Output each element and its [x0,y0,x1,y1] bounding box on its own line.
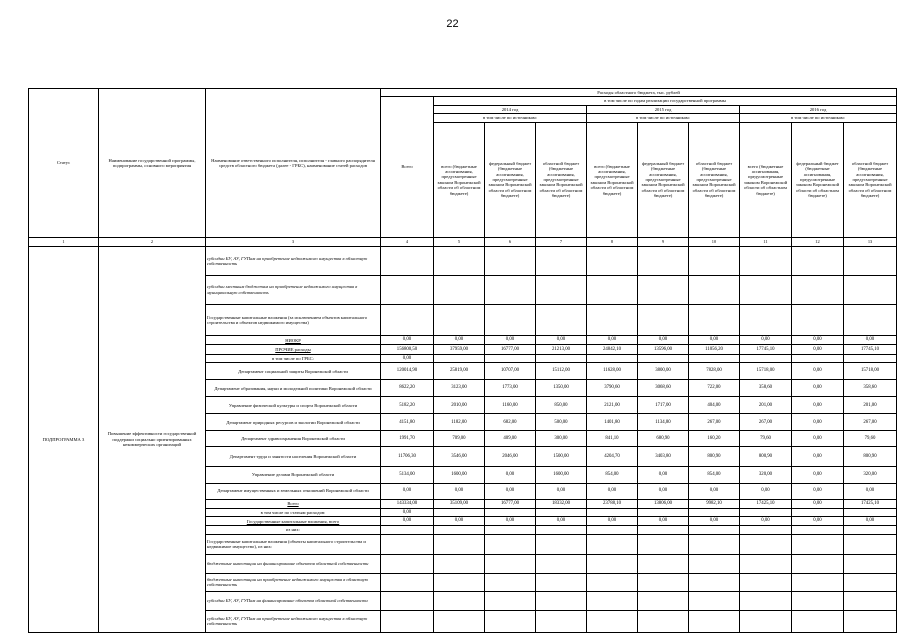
value-cell [434,534,485,555]
row-label: Департамент природных ресурсов и экологии Воронежской области [206,414,381,431]
column-number: 9 [638,237,689,246]
value-cell [844,573,897,591]
col-total-2016: всего (бюджетные ассигнования, предусмотренные законом Воронежской области об областном бюджете) [740,122,792,237]
value-cell: 358,60 [844,380,897,397]
value-cell [638,555,689,573]
value-cell: 201,00 [740,397,792,414]
value-cell: 0,00 [689,336,740,345]
value-cell [587,275,638,304]
value-cell: 358,60 [740,380,792,397]
row-label: субсидии местным бюджетам на приобретение недвижимого имущества в муниципальную собственность [206,275,381,304]
row-label: Департамент труда и занятости населения Воронежской области [206,447,381,467]
value-cell: 0,00 [740,517,792,526]
value-cell: 854,00 [587,466,638,483]
value-cell: 16777,00 [485,345,536,354]
value-cell: 0,00 [740,483,792,499]
value-cell [381,555,434,573]
column-number: 5 [434,237,485,246]
value-cell [434,610,485,633]
value-cell: 0,00 [844,517,897,526]
value-cell: 0,00 [381,508,434,517]
value-cell: 1182,00 [434,414,485,431]
value-cell [536,275,587,304]
value-cell [587,534,638,555]
value-cell [434,526,485,534]
value-cell [536,247,587,276]
value-cell [381,610,434,633]
value-cell [844,534,897,555]
value-cell [485,304,536,335]
value-cell [689,573,740,591]
row-label: субсидии БУ, АУ, ГУПам на приобретение недвижимого имущества в областную собственность [206,610,381,633]
value-cell [536,555,587,573]
value-cell [381,573,434,591]
value-cell: 0,00 [792,466,844,483]
value-cell: 0,00 [638,336,689,345]
value-cell [485,534,536,555]
value-cell [689,304,740,335]
value-cell: 500,00 [536,414,587,431]
value-cell: 1773,00 [485,380,536,397]
value-cell [792,304,844,335]
value-cell [536,534,587,555]
value-cell: 1600,00 [434,466,485,483]
value-cell [740,354,792,363]
value-cell: 7828,00 [689,363,740,380]
column-number: 3 [206,237,381,246]
row-label: из них: [206,526,381,534]
value-cell: 3123,00 [434,380,485,397]
value-cell: 0,00 [381,336,434,345]
value-cell [792,508,844,517]
value-cell: 0,00 [792,363,844,380]
value-cell: 0,00 [792,483,844,499]
value-cell: 680,90 [638,431,689,447]
expenses-title: Расходы областного бюджета, тыс. рублей [381,89,897,97]
value-cell: 9982,10 [689,499,740,508]
row-label: Управление физической культуры и спорта Воронежской области [206,397,381,414]
value-cell: 0,00 [381,354,434,363]
value-cell: 1600,00 [536,466,587,483]
value-cell: 0,00 [485,336,536,345]
value-cell [434,555,485,573]
value-cell [536,304,587,335]
value-cell: 0,00 [792,447,844,467]
value-cell: 800,90 [689,447,740,467]
status-header: Статус [29,89,99,238]
value-cell [381,247,434,276]
sources-2016-header: в том числе по источникам: [740,114,897,122]
value-cell [740,573,792,591]
value-cell [638,526,689,534]
value-cell: 35109,00 [434,499,485,508]
value-cell [434,573,485,591]
value-cell [638,275,689,304]
value-cell [689,526,740,534]
value-cell: 722,00 [689,380,740,397]
value-cell [536,592,587,610]
value-cell: 0,00 [638,483,689,499]
value-cell [689,508,740,517]
column-number: 4 [381,237,434,246]
value-cell: 0,00 [536,483,587,499]
value-cell [587,610,638,633]
value-cell [844,592,897,610]
row-label: Управление делами Воронежской области [206,466,381,483]
value-cell: 1401,80 [587,414,638,431]
value-cell: 0,00 [689,517,740,526]
value-cell [485,592,536,610]
program-name-header: Наименование государственной программы, подпрограммы, основного мероприятия [99,89,206,238]
row-label: в том числе по ГРБС: [206,354,381,363]
value-cell [587,304,638,335]
sources-2014-header: в том числе по источникам: [434,114,587,122]
value-cell: 0,00 [485,483,536,499]
value-cell [638,508,689,517]
value-cell: 0,00 [792,431,844,447]
value-cell [434,592,485,610]
by-years-header: в том числе по годам реализации государственной программы [434,97,897,105]
value-cell: 1717,00 [638,397,689,414]
value-cell [740,534,792,555]
value-cell [740,592,792,610]
value-cell: 11706,30 [381,447,434,467]
total-header: Всего [381,97,434,238]
value-cell [792,573,844,591]
value-cell [689,592,740,610]
year-2016-header: 2016 год [740,105,897,113]
col-regional-2015: областной бюджет (бюджетные ассигнования, предусмотренные законом Воронежской области об областном бюджете) [689,122,740,237]
value-cell [434,247,485,276]
value-cell [638,247,689,276]
value-cell: 0,00 [587,336,638,345]
value-cell [792,247,844,276]
value-cell: 0,00 [485,466,536,483]
value-cell: 24842,10 [587,345,638,354]
value-cell [844,247,897,276]
value-cell [381,592,434,610]
value-cell: 0,00 [536,517,587,526]
value-cell [844,304,897,335]
value-cell: 15718,00 [844,363,897,380]
value-cell: 1160,00 [485,397,536,414]
value-cell: 11056,20 [689,345,740,354]
value-cell [844,526,897,534]
column-number: 6 [485,237,536,246]
value-cell [844,508,897,517]
value-cell: 79,60 [844,431,897,447]
col-federal-2016: федеральный бюджет (бюджетные ассигнования, предусмотренные законом Воронежской области об областном бюджете) [792,122,844,237]
value-cell: 0,00 [587,517,638,526]
value-cell: 2121,00 [587,397,638,414]
subprogram-name-cell: Повышение эффективности государственной поддержки социально ориентированных некоммерческих организаций [99,247,206,633]
value-cell [638,304,689,335]
row-label: Государственные капитальные вложения (объекты капитального строительства и недвижимое имущество), из них: [206,534,381,555]
table-row [29,247,897,276]
value-cell [792,592,844,610]
value-cell: 17745,10 [740,345,792,354]
value-cell: 0,00 [792,380,844,397]
value-cell: 320,00 [740,466,792,483]
column-number: 2 [99,237,206,246]
budget-table [28,88,897,633]
value-cell [434,354,485,363]
year-2015-header: 2015 год [587,105,740,113]
value-cell: 0,00 [844,336,897,345]
value-cell: 4151,80 [381,414,434,431]
value-cell [689,275,740,304]
value-cell: 800,90 [740,447,792,467]
value-cell [587,247,638,276]
value-cell: 800,90 [844,447,897,467]
value-cell [689,534,740,555]
value-cell [587,526,638,534]
column-number: 7 [536,237,587,246]
value-cell [792,275,844,304]
value-cell: 1134,80 [638,414,689,431]
value-cell: 120014,90 [381,363,434,380]
value-cell [536,610,587,633]
value-cell: 18332,00 [536,499,587,508]
value-cell [740,610,792,633]
value-cell [792,534,844,555]
value-cell: 841,10 [587,431,638,447]
value-cell [638,592,689,610]
value-cell: 21213,00 [536,345,587,354]
value-cell [844,610,897,633]
value-cell: 3068,60 [638,380,689,397]
value-cell: 0,00 [434,336,485,345]
value-cell: 16777,00 [485,499,536,508]
value-cell: 682,00 [485,414,536,431]
value-cell [792,610,844,633]
value-cell [689,610,740,633]
value-cell [485,354,536,363]
value-cell: 0,00 [587,483,638,499]
value-cell: 0,00 [792,414,844,431]
value-cell: 0,00 [689,483,740,499]
value-cell [587,508,638,517]
value-cell: 17425,10 [740,499,792,508]
row-label: Департамент образования, науки и молодежной политики Воронежской области [206,380,381,397]
value-cell [434,304,485,335]
value-cell: 4204,70 [587,447,638,467]
value-cell: 0,00 [638,517,689,526]
value-cell: 0,00 [434,517,485,526]
value-cell [485,555,536,573]
col-total-2015: всего (бюджетные ассигнования, предусмотренные законом Воронежской области об областном бюджете) [587,122,638,237]
value-cell [381,275,434,304]
value-cell: 320,00 [844,466,897,483]
row-label: Государственные капитальные вложения (за исключением объектов капитального строительства и объектов недвижимого имущества) [206,304,381,335]
value-cell: 5134,00 [381,466,434,483]
value-cell: 404,00 [689,397,740,414]
value-cell [485,573,536,591]
value-cell: 267,00 [844,414,897,431]
value-cell: 156800,50 [381,345,434,354]
value-cell: 15718,00 [740,363,792,380]
value-cell: 0,00 [792,397,844,414]
value-cell: 0,00 [792,336,844,345]
value-cell [485,508,536,517]
value-cell [792,555,844,573]
executor-header: Наименование ответственного исполнителя, исполнителя - главного распорядителя средств областного бюджета (далее - ГРБС), наименование статей расходов [206,89,381,238]
value-cell: 79,60 [740,431,792,447]
value-cell: 15112,00 [536,363,587,380]
value-cell: 0,00 [485,517,536,526]
value-cell: 143334,00 [381,499,434,508]
value-cell: 0,00 [844,483,897,499]
col-regional-2014: областной бюджет (бюджетные ассигнования, предусмотренные законом Воронежской области об областном бюджете) [536,122,587,237]
value-cell [638,610,689,633]
value-cell: 409,00 [485,431,536,447]
value-cell: 0,00 [638,466,689,483]
value-cell [434,508,485,517]
row-label: Департамент социальной защиты Воронежской области [206,363,381,380]
value-cell [844,354,897,363]
value-cell: 3800,00 [638,363,689,380]
column-number: 13 [844,237,897,246]
value-cell [485,275,536,304]
col-federal-2015: федеральный бюджет (бюджетные ассигнования, предусмотренные законом Воронежской области об областном бюджете) [638,122,689,237]
column-number: 10 [689,237,740,246]
sources-2015-header: в том числе по источникам: [587,114,740,122]
value-cell [536,573,587,591]
value-cell: 23788,10 [587,499,638,508]
value-cell: 2010,00 [434,397,485,414]
value-cell: 2046,00 [485,447,536,467]
status-cell: ПОДПРОГРАММА 3 [29,247,99,633]
col-total-2014: всего (бюджетные ассигнования, предусмотренные законом Воронежской области об областном бюджете) [434,122,485,237]
value-cell [485,526,536,534]
value-cell: 1500,00 [536,447,587,467]
value-cell [740,555,792,573]
value-cell [536,354,587,363]
value-cell [792,354,844,363]
value-cell: 13596,00 [638,345,689,354]
value-cell [587,354,638,363]
value-cell: 13806,00 [638,499,689,508]
value-cell [740,304,792,335]
row-label: бюджетные инвестиции на финансирование объектов областной собственности [206,555,381,573]
value-cell [434,275,485,304]
value-cell [740,275,792,304]
value-cell: 25819,00 [434,363,485,380]
row-label: Департамент здравоохранения Воронежской области [206,431,381,447]
value-cell [485,247,536,276]
row-label: в том числе по статьям расходов: [206,508,381,517]
row-label: НИОКР [206,336,381,345]
value-cell [587,592,638,610]
value-cell [740,508,792,517]
value-cell [485,610,536,633]
row-label: субсидии БУ, АУ, ГУПам на приобретение недвижимого имущества в областную собственность [206,247,381,276]
value-cell: 854,00 [689,466,740,483]
row-label: бюджетные инвестиции на приобретение недвижимого имущества в областную собственность [206,573,381,591]
value-cell [536,508,587,517]
row-label: Всего [206,499,381,508]
value-cell [638,573,689,591]
value-cell: 0,00 [381,517,434,526]
value-cell: 267,00 [689,414,740,431]
value-cell: 11628,00 [587,363,638,380]
value-cell [638,534,689,555]
value-cell: 300,00 [536,431,587,447]
value-cell: 0,00 [792,499,844,508]
row-label: ПРОЧИЕ расходы [206,345,381,354]
value-cell: 1991,70 [381,431,434,447]
value-cell [792,526,844,534]
value-cell [587,555,638,573]
column-number: 1 [29,237,99,246]
value-cell: 1350,00 [536,380,587,397]
value-cell [844,275,897,304]
page-number: 22 [446,18,459,30]
value-cell [381,534,434,555]
column-number: 12 [792,237,844,246]
value-cell [381,526,434,534]
column-number: 11 [740,237,792,246]
col-regional-2016: областной бюджет (бюджетные ассигнования, предусмотренные законом Воронежской области об областном бюджете) [844,122,897,237]
value-cell [381,304,434,335]
value-cell [740,247,792,276]
row-label: Департамент имущественных и земельных отношений Воронежской области [206,483,381,499]
value-cell: 17745,10 [844,345,897,354]
value-cell: 3403,80 [638,447,689,467]
value-cell: 3790,60 [587,380,638,397]
value-cell: 8622,20 [381,380,434,397]
value-cell [689,354,740,363]
value-cell: 709,00 [434,431,485,447]
value-cell [587,573,638,591]
value-cell [536,526,587,534]
year-2014-header: 2014 год [434,105,587,113]
value-cell: 0,00 [792,517,844,526]
value-cell: 0,00 [434,483,485,499]
column-number: 8 [587,237,638,246]
value-cell: 37959,00 [434,345,485,354]
value-cell [638,354,689,363]
value-cell: 201,00 [844,397,897,414]
value-cell: 0,00 [740,336,792,345]
value-cell: 0,00 [536,336,587,345]
value-cell [740,526,792,534]
col-federal-2014: федеральный бюджет (бюджетные ассигнования, предусмотренные законом Воронежской области об областном бюджете) [485,122,536,237]
value-cell: 160,20 [689,431,740,447]
value-cell: 850,00 [536,397,587,414]
value-cell: 0,00 [792,345,844,354]
value-cell: 267,00 [740,414,792,431]
value-cell [689,247,740,276]
value-cell: 5182,20 [381,397,434,414]
value-cell: 10707,00 [485,363,536,380]
row-label: субсидии БУ, АУ, ГУПам на финансирование объектов областной собственности [206,592,381,610]
value-cell [689,555,740,573]
value-cell: 0,00 [381,483,434,499]
value-cell: 3546,00 [434,447,485,467]
value-cell [844,555,897,573]
value-cell: 17425,10 [844,499,897,508]
row-label: Государственные капитальные вложения, всего [206,517,381,526]
